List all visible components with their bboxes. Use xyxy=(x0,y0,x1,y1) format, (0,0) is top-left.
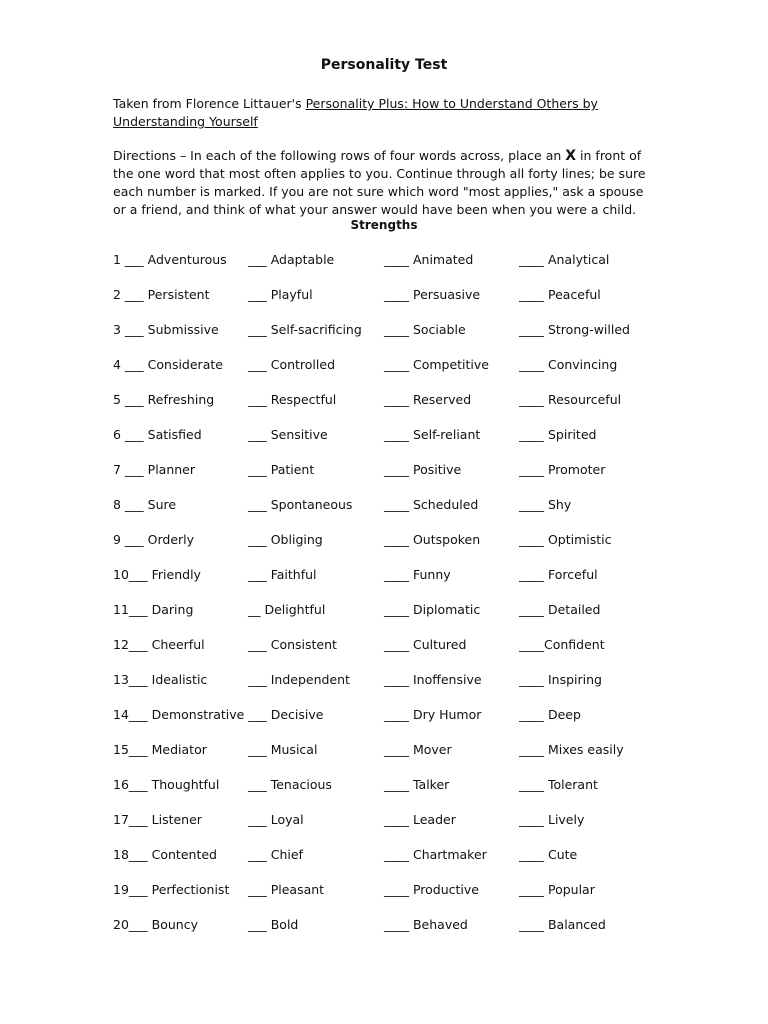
word-choice: 3 ___ Submissive xyxy=(113,322,219,337)
word-choice: ____ Outspoken xyxy=(384,532,481,547)
word-row xyxy=(113,462,673,497)
word-choice: 2 ___ Persistent xyxy=(113,287,210,302)
word-choice: ____ Sociable xyxy=(384,322,466,337)
word-choice: ____ Positive xyxy=(384,462,462,477)
word-choice: ___ Pleasant xyxy=(248,882,325,897)
word-choice: ___ Faithful xyxy=(248,567,317,582)
word-choice: ___ Patient xyxy=(248,462,315,477)
word-choice: 8 ___ Sure xyxy=(113,497,177,512)
word-choice: 4 ___ Considerate xyxy=(113,357,223,372)
word-choice: 16___ Thoughtful xyxy=(113,777,220,792)
word-row xyxy=(113,252,673,287)
word-choice: ____ Deep xyxy=(519,707,581,722)
word-choice: 14___ Demonstrative xyxy=(113,707,245,722)
word-row xyxy=(113,637,673,672)
word-row xyxy=(113,602,673,637)
word-choice: ____ Inspiring xyxy=(519,672,602,687)
word-choice: ____ Tolerant xyxy=(519,777,598,792)
word-choice: ____ Balanced xyxy=(519,917,606,932)
word-row xyxy=(113,322,673,357)
word-choice: ____ Cute xyxy=(519,847,578,862)
word-choice: ____ Competitive xyxy=(384,357,489,372)
word-choice: ____ Talker xyxy=(384,777,450,792)
word-row xyxy=(113,812,673,847)
word-choice: 6 ___ Satisfied xyxy=(113,427,202,442)
word-row xyxy=(113,917,673,952)
source-citation xyxy=(113,95,653,131)
word-choice: ____ Detailed xyxy=(519,602,601,617)
word-row xyxy=(113,567,673,602)
word-choice: ____ Behaved xyxy=(384,917,468,932)
word-choice: ___ Loyal xyxy=(248,812,304,827)
word-choice: ____ Convincing xyxy=(519,357,618,372)
word-choice: ____ Funny xyxy=(384,567,451,582)
word-choice: 15___ Mediator xyxy=(113,742,207,757)
word-choice: ____ Shy xyxy=(519,497,572,512)
word-choice: ____ Spirited xyxy=(519,427,597,442)
word-choice: ____ Scheduled xyxy=(384,497,479,512)
word-row xyxy=(113,847,673,882)
word-choice: ___ Bold xyxy=(248,917,299,932)
word-choice: ____ Lively xyxy=(519,812,585,827)
word-choice: ____ Mixes easily xyxy=(519,742,624,757)
word-choice: ____ Analytical xyxy=(519,252,610,267)
word-choice: 11___ Daring xyxy=(113,602,194,617)
word-row xyxy=(113,707,673,742)
word-row xyxy=(113,427,673,462)
word-choice: ___ Spontaneous xyxy=(248,497,353,512)
word-row xyxy=(113,742,673,777)
word-choice: ____ Persuasive xyxy=(384,287,481,302)
word-choice: ____ Inoffensive xyxy=(384,672,482,687)
word-choice: ____ Chartmaker xyxy=(384,847,487,862)
word-choice: 1 ___ Adventurous xyxy=(113,252,227,267)
word-choice: ___ Decisive xyxy=(248,707,324,722)
word-choice: ____ Reserved xyxy=(384,392,472,407)
directions-text-end: in front of the one word that most often applies to you. Continue through all forty lines; be sure each number is marked. If you are not sure which word "most applies," ask a spouse or a friend, and think of what your answer would have been when you were a child. xyxy=(113,148,646,217)
book-title: Personality Plus: How to Understand Others by Understanding Yourself xyxy=(113,96,598,129)
page-title: Personality Test xyxy=(320,57,448,73)
word-choice: 19___ Perfectionist xyxy=(113,882,230,897)
word-choice: ___ Playful xyxy=(248,287,313,302)
word-choice: ____ Leader xyxy=(384,812,456,827)
word-choice: ____ Promoter xyxy=(519,462,606,477)
word-choice: ____ Productive xyxy=(384,882,479,897)
word-choice: ___ Adaptable xyxy=(248,252,335,267)
word-choice: ____ Forceful xyxy=(519,567,598,582)
directions-text-start: Directions – In each of the following rows of four words across, place an xyxy=(113,148,566,163)
word-rows xyxy=(113,252,673,952)
word-choice: ___ Musical xyxy=(248,742,318,757)
word-choice: 20___ Bouncy xyxy=(113,917,198,932)
word-choice: ___ Sensitive xyxy=(248,427,328,442)
word-choice: ____ Dry Humor xyxy=(384,707,482,722)
word-row xyxy=(113,882,673,917)
word-choice: ____ Mover xyxy=(384,742,452,757)
directions-mark: X xyxy=(565,148,577,164)
word-choice: ____Confident xyxy=(519,637,605,652)
word-row xyxy=(113,392,673,427)
word-choice: ____ Strong-willed xyxy=(519,322,630,337)
word-choice: ____ Popular xyxy=(519,882,595,897)
word-choice: __ Delightful xyxy=(248,602,326,617)
word-row xyxy=(113,532,673,567)
word-row xyxy=(113,672,673,707)
word-choice: 18___ Contented xyxy=(113,847,217,862)
word-choice: ___ Tenacious xyxy=(248,777,332,792)
word-choice: ___ Obliging xyxy=(248,532,323,547)
word-choice: ____ Peaceful xyxy=(519,287,601,302)
word-choice: ___ Respectful xyxy=(248,392,337,407)
section-heading: Strengths xyxy=(350,218,418,232)
word-row xyxy=(113,777,673,812)
word-row xyxy=(113,497,673,532)
word-row xyxy=(113,287,673,322)
word-choice: ___ Consistent xyxy=(248,637,337,652)
word-choice: ___ Chief xyxy=(248,847,303,862)
word-choice: ____ Animated xyxy=(384,252,474,267)
word-choice: 12___ Cheerful xyxy=(113,637,205,652)
word-choice: ____ Diplomatic xyxy=(384,602,481,617)
word-choice: ____ Cultured xyxy=(384,637,467,652)
word-choice: 7 ___ Planner xyxy=(113,462,195,477)
directions-paragraph xyxy=(113,147,658,219)
word-choice: ____ Self-reliant xyxy=(384,427,481,442)
word-choice: ___ Independent xyxy=(248,672,350,687)
word-choice: 13___ Idealistic xyxy=(113,672,208,687)
word-choice: ___ Self-sacrificing xyxy=(248,322,362,337)
word-row xyxy=(113,357,673,392)
source-prefix: Taken from Florence Littauer's xyxy=(113,96,306,111)
word-choice: ____ Resourceful xyxy=(519,392,622,407)
word-choice: ____ Optimistic xyxy=(519,532,612,547)
word-choice: 10___ Friendly xyxy=(113,567,201,582)
word-choice: 17___ Listener xyxy=(113,812,202,827)
word-choice: ___ Controlled xyxy=(248,357,336,372)
word-choice: 5 ___ Refreshing xyxy=(113,392,215,407)
word-choice: 9 ___ Orderly xyxy=(113,532,195,547)
